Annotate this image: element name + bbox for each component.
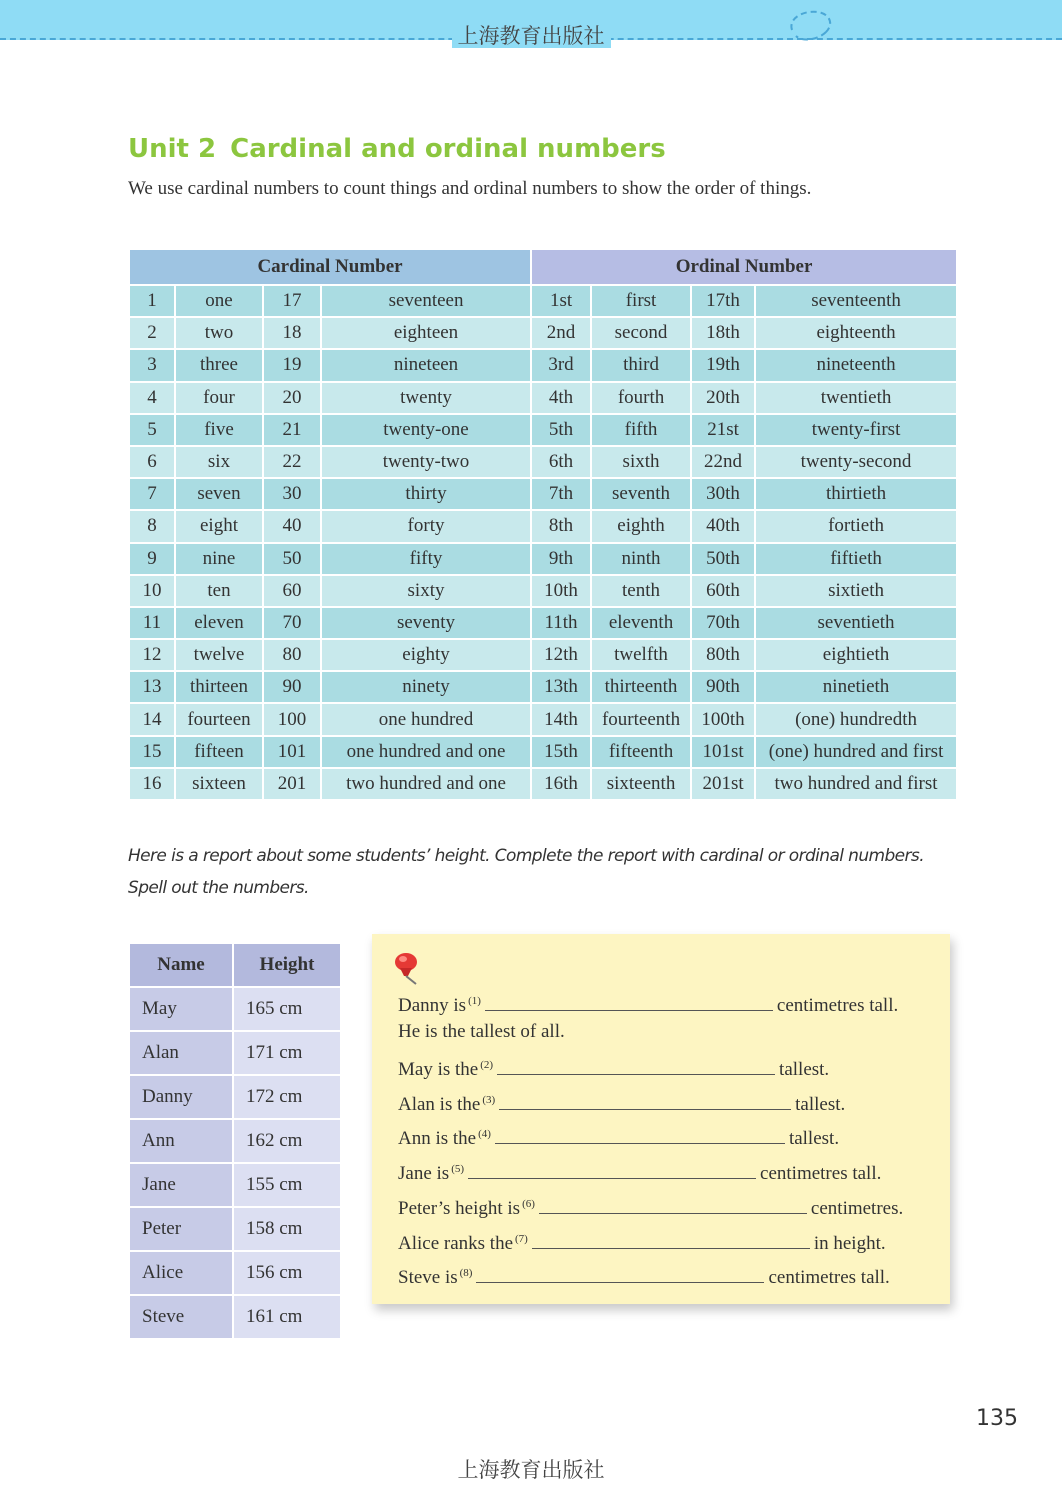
table-cell: six (175, 446, 263, 478)
student-name: Jane (129, 1163, 233, 1207)
answer-blank[interactable] (532, 1230, 810, 1249)
table-cell: 12 (129, 639, 175, 671)
unit-title (128, 134, 666, 164)
table-cell: 90th (691, 671, 755, 703)
table-row (129, 1207, 341, 1251)
heights-header-height: Height (233, 943, 341, 987)
table-cell: fifty (321, 543, 531, 575)
table-cell: 21st (691, 414, 755, 446)
numbers-table-body (129, 285, 957, 800)
table-cell: 17 (263, 285, 321, 317)
table-cell: tenth (591, 575, 691, 607)
table-cell: 14th (531, 703, 591, 735)
table-row (129, 317, 957, 349)
table-cell: thirteen (175, 671, 263, 703)
unit-label: Unit 2 (128, 134, 217, 164)
exercise-instruction: Here is a report about some students’ height. Complete the report with cardinal or ordinal numbers. Spell out the numbers. (128, 846, 924, 898)
sentence-text: centimetres. (810, 1198, 904, 1219)
table-cell: 11th (531, 607, 591, 639)
blank-number: (3) (482, 1093, 496, 1106)
table-cell: eighteen (321, 317, 531, 349)
sentence-text: Steve is (398, 1267, 458, 1288)
table-cell: sixteen (175, 768, 263, 800)
table-cell: 18 (263, 317, 321, 349)
table-cell: 100th (691, 703, 755, 735)
sentence-text: Ann is the (398, 1128, 477, 1149)
table-cell: ninetieth (755, 671, 957, 703)
table-row (129, 639, 957, 671)
table-cell: 12th (531, 639, 591, 671)
report-sentence (398, 1056, 829, 1081)
report-sentence (398, 1264, 890, 1289)
table-cell: ten (175, 575, 263, 607)
table-cell: twenty-two (321, 446, 531, 478)
table-cell: eighty (321, 639, 531, 671)
table-row (129, 478, 957, 510)
table-cell: 5 (129, 414, 175, 446)
student-height: 165 cm (233, 987, 341, 1031)
table-cell: 3 (129, 349, 175, 381)
table-row (129, 607, 957, 639)
table-cell: nineteenth (755, 349, 957, 381)
heights-table-body (129, 987, 341, 1339)
table-cell: one hundred (321, 703, 531, 735)
table-cell: 7 (129, 478, 175, 510)
sentence-text: Peter’s height is (398, 1198, 521, 1219)
table-cell: 6 (129, 446, 175, 478)
table-cell: eightieth (755, 639, 957, 671)
table-cell: three (175, 349, 263, 381)
table-cell: 40 (263, 510, 321, 542)
footer-publisher: 上海教育出版社 (457, 1458, 605, 1482)
table-cell: 5th (531, 414, 591, 446)
table-cell: 80th (691, 639, 755, 671)
table-cell: 90 (263, 671, 321, 703)
answer-blank[interactable] (495, 1125, 785, 1144)
student-height: 172 cm (233, 1075, 341, 1119)
sentence-text: centimetres tall. (768, 1267, 890, 1288)
table-cell: nineteen (321, 349, 531, 381)
table-row (129, 446, 957, 478)
student-name: Peter (129, 1207, 233, 1251)
table-cell: 30 (263, 478, 321, 510)
table-cell: 50th (691, 543, 755, 575)
header-publisher: 上海教育出版社 (0, 20, 1062, 50)
table-cell: 19th (691, 349, 755, 381)
table-cell: sixty (321, 575, 531, 607)
table-cell: two hundred and first (755, 768, 957, 800)
table-cell: (one) hundredth (755, 703, 957, 735)
table-cell: 22 (263, 446, 321, 478)
report-sentence (398, 1021, 565, 1043)
table-cell: 14 (129, 703, 175, 735)
table-row (129, 414, 957, 446)
table-cell: (one) hundred and first (755, 736, 957, 768)
table-cell: fifteenth (591, 736, 691, 768)
heights-table (128, 942, 342, 1340)
table-row (129, 671, 957, 703)
table-cell: 13th (531, 671, 591, 703)
table-cell: thirty (321, 478, 531, 510)
table-cell: fiftieth (755, 543, 957, 575)
student-name: Alice (129, 1251, 233, 1295)
blank-number: (6) (522, 1197, 535, 1210)
table-cell: five (175, 414, 263, 446)
table-cell: thirtieth (755, 478, 957, 510)
table-cell: 7th (531, 478, 591, 510)
table-cell: third (591, 349, 691, 381)
answer-blank[interactable] (499, 1091, 791, 1110)
sentence-text: tallest. (779, 1059, 830, 1080)
table-cell: 6th (531, 446, 591, 478)
table-cell: 101st (691, 736, 755, 768)
table-cell: 4 (129, 382, 175, 414)
sentence-text: Alice ranks the (398, 1233, 514, 1254)
answer-blank[interactable] (497, 1056, 775, 1075)
table-cell: sixteenth (591, 768, 691, 800)
table-cell: 19 (263, 349, 321, 381)
table-cell: 22nd (691, 446, 755, 478)
table-cell: 18th (691, 317, 755, 349)
table-cell: 21 (263, 414, 321, 446)
sentence-text: tallest. (788, 1128, 840, 1149)
table-cell: 11 (129, 607, 175, 639)
student-name: Ann (129, 1119, 233, 1163)
report-sentence (398, 992, 898, 1017)
table-row (129, 987, 341, 1031)
sentence-text: He is the tallest of all. (398, 1021, 565, 1042)
table-cell: fifteen (175, 736, 263, 768)
table-cell: fourth (591, 382, 691, 414)
table-cell: twentieth (755, 382, 957, 414)
table-cell: forty (321, 510, 531, 542)
table-cell: 80 (263, 639, 321, 671)
table-cell: 30th (691, 478, 755, 510)
report-sentence (398, 1160, 881, 1185)
table-row (129, 1251, 341, 1295)
table-cell: twenty-second (755, 446, 957, 478)
table-row (129, 575, 957, 607)
table-cell: second (591, 317, 691, 349)
table-row (129, 1119, 341, 1163)
table-cell: first (591, 285, 691, 317)
table-row (129, 543, 957, 575)
table-cell: 15th (531, 736, 591, 768)
table-cell: 50 (263, 543, 321, 575)
table-cell: 1 (129, 285, 175, 317)
table-cell: 40th (691, 510, 755, 542)
unit-title-text: Cardinal and ordinal numbers (230, 134, 666, 164)
table-cell: 60 (263, 575, 321, 607)
ordinal-header: Ordinal Number (531, 249, 957, 285)
table-cell: eleven (175, 607, 263, 639)
table-row (129, 349, 957, 381)
table-cell: 17th (691, 285, 755, 317)
table-cell: fifth (591, 414, 691, 446)
table-cell: 16th (531, 768, 591, 800)
sentence-text: centimetres tall. (760, 1163, 882, 1184)
table-cell: fourteenth (591, 703, 691, 735)
table-cell: eighteenth (755, 317, 957, 349)
table-row (129, 1075, 341, 1119)
table-cell: fortieth (755, 510, 957, 542)
intro-text: We use cardinal numbers to count things and ordinal numbers to show the order of things. (128, 178, 812, 199)
sentence-text: Danny is (398, 995, 467, 1016)
table-cell: 15 (129, 736, 175, 768)
blank-number: (5) (451, 1162, 465, 1175)
blank-number: (7) (515, 1232, 528, 1245)
table-cell: fourteen (175, 703, 263, 735)
table-cell: eleventh (591, 607, 691, 639)
blank-number: (2) (480, 1058, 494, 1071)
sentence-text: in height. (813, 1233, 886, 1254)
table-row (129, 1031, 341, 1075)
table-cell: eight (175, 510, 263, 542)
blank-number: (4) (478, 1127, 491, 1140)
table-cell: seventeen (321, 285, 531, 317)
table-cell: 10th (531, 575, 591, 607)
table-cell: 201 (263, 768, 321, 800)
report-sentence (398, 1125, 839, 1150)
answer-blank[interactable] (468, 1160, 756, 1179)
table-cell: 20 (263, 382, 321, 414)
table-cell: 70 (263, 607, 321, 639)
table-cell: 100 (263, 703, 321, 735)
table-cell: 2 (129, 317, 175, 349)
table-row (129, 1163, 341, 1207)
table-row (129, 510, 957, 542)
table-row (129, 768, 957, 800)
table-cell: 16 (129, 768, 175, 800)
table-cell: twenty-first (755, 414, 957, 446)
table-cell: 9th (531, 543, 591, 575)
table-cell: 60th (691, 575, 755, 607)
table-cell: 8th (531, 510, 591, 542)
table-cell: ninth (591, 543, 691, 575)
table-cell: 1st (531, 285, 591, 317)
table-row (129, 1295, 341, 1339)
table-cell: 101 (263, 736, 321, 768)
sentence-text: Alan is the (398, 1094, 481, 1115)
table-cell: nine (175, 543, 263, 575)
table-cell: twenty-one (321, 414, 531, 446)
table-row (129, 382, 957, 414)
table-row (129, 703, 957, 735)
table-cell: 8 (129, 510, 175, 542)
swirl-decoration-icon (782, 6, 842, 52)
table-cell: 3rd (531, 349, 591, 381)
answer-blank[interactable] (476, 1264, 764, 1283)
table-cell: 10 (129, 575, 175, 607)
table-cell: sixth (591, 446, 691, 478)
answer-blank[interactable] (485, 992, 773, 1011)
pushpin-icon (386, 948, 426, 988)
table-cell: one hundred and one (321, 736, 531, 768)
table-cell: two hundred and one (321, 768, 531, 800)
cardinal-header: Cardinal Number (129, 249, 531, 285)
table-cell: twelfth (591, 639, 691, 671)
answer-blank[interactable] (539, 1195, 807, 1214)
table-cell: one (175, 285, 263, 317)
heights-header-name: Name (129, 943, 233, 987)
table-cell: 2nd (531, 317, 591, 349)
report-sentence (398, 1230, 886, 1255)
table-cell: seventeenth (755, 285, 957, 317)
table-cell: 20th (691, 382, 755, 414)
student-name: Steve (129, 1295, 233, 1339)
student-name: Alan (129, 1031, 233, 1075)
table-row (129, 285, 957, 317)
table-cell: seventy (321, 607, 531, 639)
table-cell: twenty (321, 382, 531, 414)
blank-number: (1) (468, 994, 481, 1007)
table-cell: ninety (321, 671, 531, 703)
table-cell: 201st (691, 768, 755, 800)
student-height: 158 cm (233, 1207, 341, 1251)
table-cell: two (175, 317, 263, 349)
table-cell: 9 (129, 543, 175, 575)
student-height: 161 cm (233, 1295, 341, 1339)
table-cell: thirteenth (591, 671, 691, 703)
table-cell: seven (175, 478, 263, 510)
table-cell: seventh (591, 478, 691, 510)
student-height: 156 cm (233, 1251, 341, 1295)
table-cell: 13 (129, 671, 175, 703)
table-cell: four (175, 382, 263, 414)
table-cell: twelve (175, 639, 263, 671)
sentence-text: Jane is (398, 1163, 450, 1184)
student-name: Danny (129, 1075, 233, 1119)
table-row (129, 736, 957, 768)
sentence-text: May is the (398, 1059, 479, 1080)
student-height: 162 cm (233, 1119, 341, 1163)
report-sentence (398, 1195, 903, 1220)
student-name: May (129, 987, 233, 1031)
report-sentence (398, 1091, 845, 1116)
table-cell: sixtieth (755, 575, 957, 607)
student-height: 171 cm (233, 1031, 341, 1075)
student-height: 155 cm (233, 1163, 341, 1207)
sentence-text: tallest. (795, 1094, 846, 1115)
blank-number: (8) (459, 1266, 473, 1279)
table-cell: 70th (691, 607, 755, 639)
table-cell: 4th (531, 382, 591, 414)
table-cell: seventieth (755, 607, 957, 639)
numbers-table (128, 248, 958, 801)
sentence-text: centimetres tall. (776, 995, 899, 1016)
page-number: 135 (976, 1406, 1018, 1431)
table-cell: eighth (591, 510, 691, 542)
